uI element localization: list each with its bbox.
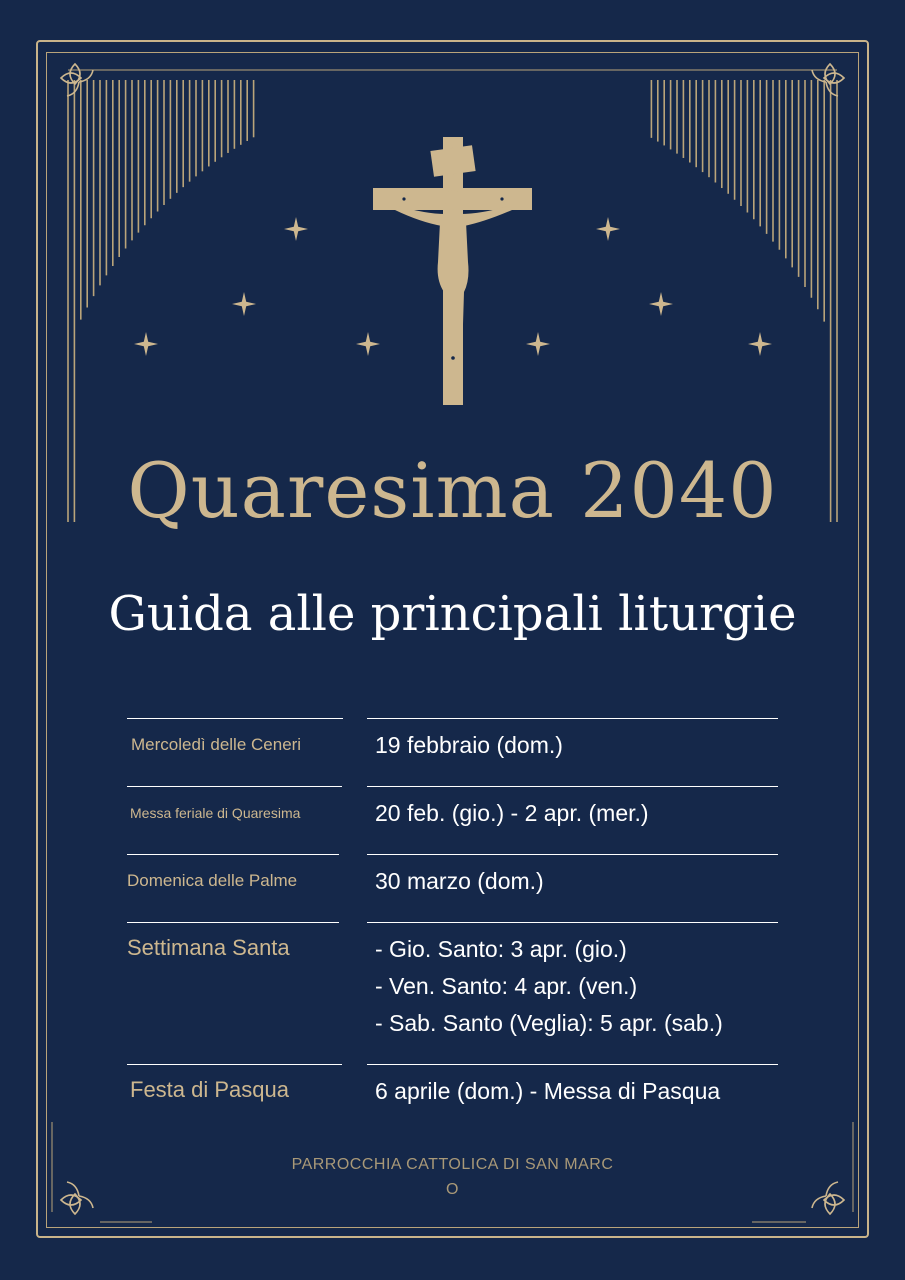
schedule-label: Mercoledì delle Ceneri (127, 718, 343, 755)
page-subtitle: Guida alle principali liturgie (108, 586, 797, 642)
schedule-value (367, 922, 778, 1042)
schedule-value (367, 854, 778, 900)
sparkle-star-icon (356, 332, 380, 356)
schedule-label: Domenica delle Palme (127, 854, 339, 891)
sparkle-star-icon (134, 332, 158, 356)
sparkle-star-icon (526, 332, 550, 356)
schedule-value (367, 786, 778, 832)
page-title: Quaresima 2040 (127, 446, 778, 535)
sparkle-star-icon (649, 292, 673, 316)
sparkle-star-icon (748, 332, 772, 356)
schedule-value (367, 1064, 778, 1110)
schedule-value (367, 718, 778, 764)
corner-flourish-icon (61, 1182, 93, 1214)
schedule-line: 6 aprile (dom.) - Messa di Pasqua (375, 1078, 721, 1104)
corner-flourish-icon (812, 64, 844, 96)
corner-flourish-icon (812, 1182, 844, 1214)
schedule-label: Messa feriale di Quaresima (127, 786, 342, 821)
schedule-line: - Gio. Santo: 3 apr. (gio.) (375, 936, 627, 962)
corner-flourish-icon (61, 64, 93, 96)
schedule-line: - Sab. Santo (Veglia): 5 apr. (sab.) (375, 1010, 723, 1036)
schedule-line: 30 marzo (dom.) (375, 868, 544, 894)
parish-footer: PARROCCHIA CATTOLICA DI SAN MARCO (291, 1156, 614, 1198)
schedule-label: Settimana Santa (127, 922, 339, 961)
schedule-line: 20 feb. (gio.) - 2 apr. (mer.) (375, 800, 649, 826)
schedule-label: Festa di Pasqua (127, 1064, 342, 1103)
schedule-line: - Ven. Santo: 4 apr. (ven.) (375, 973, 638, 999)
sparkle-star-icon (232, 292, 256, 316)
sparkle-star-icon (596, 217, 620, 241)
sparkle-star-icon (284, 217, 308, 241)
crucifix-icon (373, 137, 532, 405)
schedule-line: 19 febbraio (dom.) (375, 732, 563, 758)
